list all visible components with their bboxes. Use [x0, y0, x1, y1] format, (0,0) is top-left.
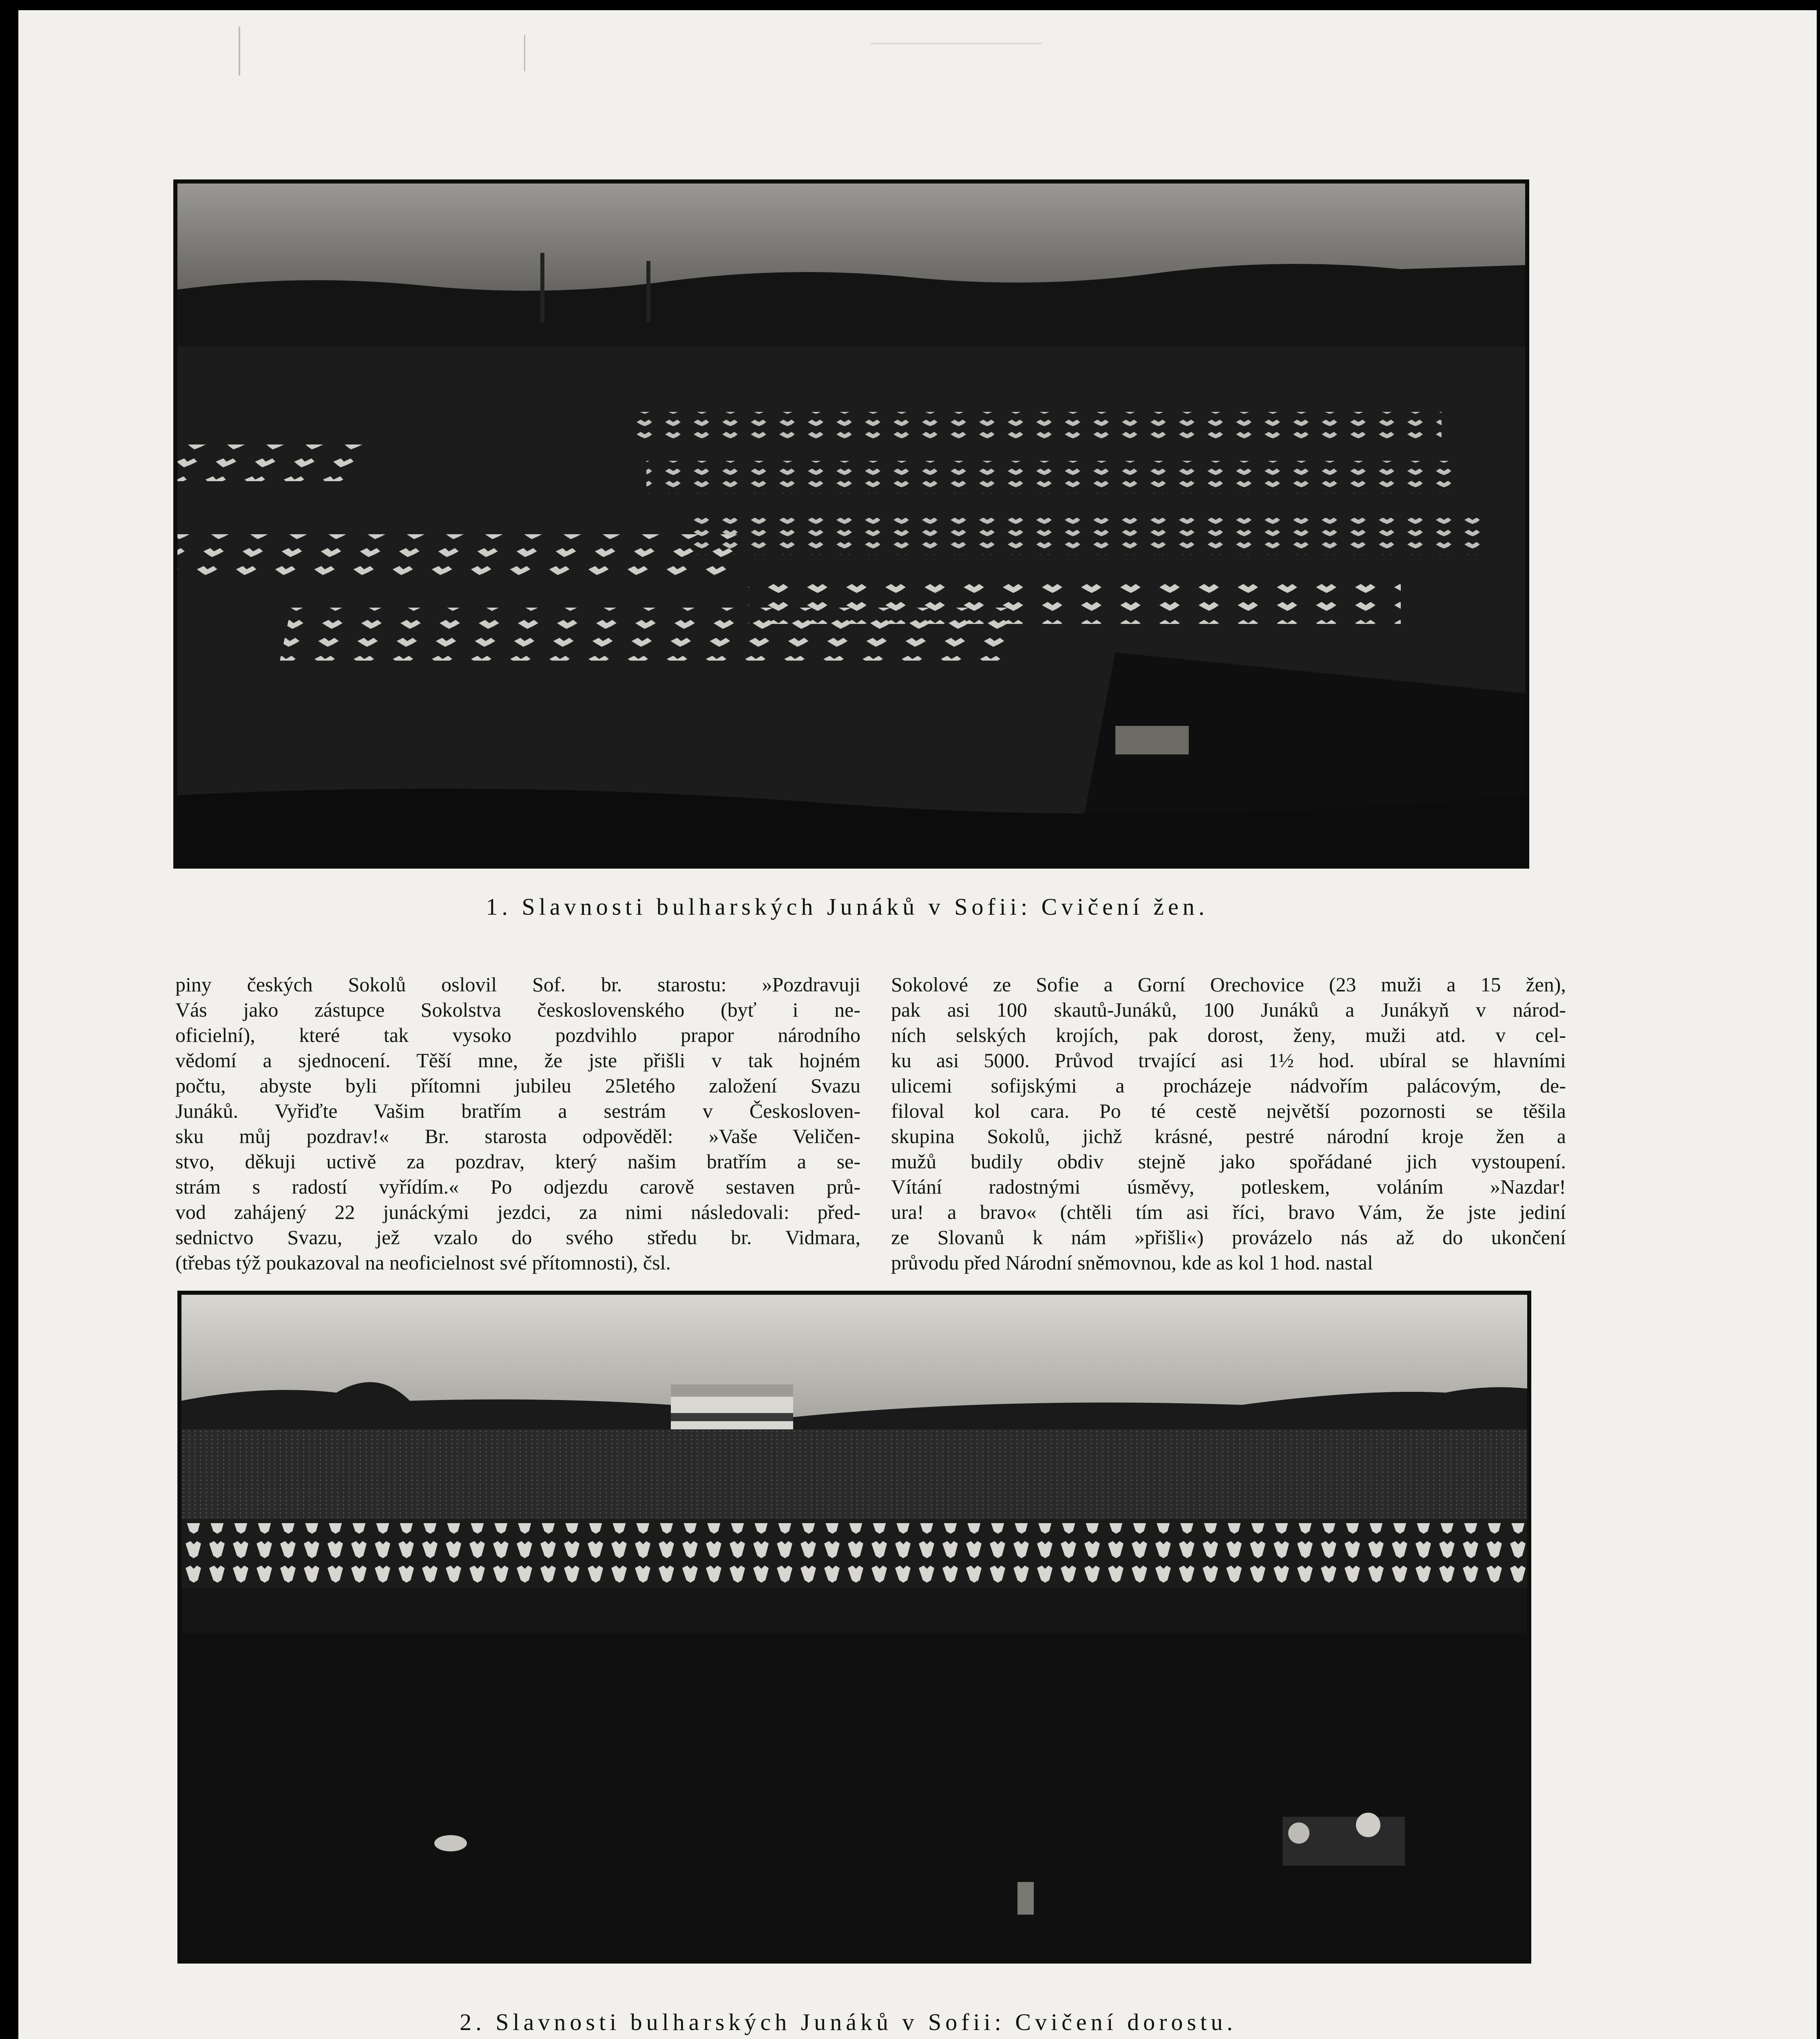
text-line: vod zahájený 22 junáckými jezdci, za nimi následovali: před-	[175, 1201, 860, 1223]
text-line: průvodu před Národní sněmovnou, kde as kol 1 hod. nastal	[891, 1251, 1373, 1274]
text-line: mužů budily obdiv stejně jako spořádané jich vystoupení.	[891, 1150, 1566, 1173]
text-line: filoval kol cara. Po té cestě největší pozornosti se těšila	[891, 1099, 1566, 1122]
text-line: sednictvo Svazu, jež vzalo do svého středu br. Vidmara,	[175, 1226, 860, 1249]
text-line: Vás jako zástupce Sokolstva československého (byť i ne-	[175, 998, 860, 1021]
photo-youth-exercise	[177, 1291, 1531, 1964]
text-line: počtu, abyste byli přítomni jubileu 25letého založení Svazu	[175, 1074, 860, 1097]
text-line: oficielní), které tak vysoko pozdvihlo prapor národního	[175, 1024, 860, 1046]
text-line: strám s radostí vyřídím.« Po odjezdu carově sestaven prů-	[175, 1175, 860, 1198]
text-line: ulicemi sofijskými a procházeje nádvořím palácovým, de-	[891, 1074, 1566, 1097]
text-line: stvo, děkuji uctivě za pozdrav, který našim bratřím a se-	[175, 1150, 860, 1173]
text-line: vědomí a sjednocení. Těší mne, že jste přišli v tak hojném	[175, 1049, 860, 1072]
text-line: Vítání radostnými úsměvy, potleskem, voláním »Nazdar!	[891, 1175, 1566, 1198]
scan-speck	[239, 27, 240, 75]
text-line: ura! a bravo« (chtěli tím asi říci, bravo Vám, že jste jediní	[891, 1201, 1566, 1223]
photo-caption: 1. Slavnosti bulharských Junáků v Sofii: Cvičení žen.	[486, 893, 1209, 920]
text-line: Sokolové ze Sofie a Gorní Orechovice (23 muži a 15 žen),	[891, 973, 1566, 996]
text-line: ze Slovanů k nám »přišli«) provázelo nás až do ukončení	[891, 1226, 1566, 1249]
photo-women-exercise	[173, 179, 1529, 869]
text-line: skupina Sokolů, jichž krásné, pestré národní kroje žen a	[891, 1125, 1566, 1148]
text-line: pak asi 100 skautů-Junáků, 100 Junáků a Junákyň v národ-	[891, 998, 1566, 1021]
scan-speck	[524, 35, 525, 71]
text-line: ních selských krojích, pak dorost, ženy, muži atd. v cel-	[891, 1024, 1566, 1046]
photo-women-exercise-image	[177, 184, 1525, 865]
photo-caption: 2. Slavnosti bulharských Junáků v Sofii: Cvičení dorostu.	[460, 2009, 1237, 2035]
page	[18, 10, 1817, 2039]
text-line: Junáků. Vyřiďte Vašim bratřím a sestrám v Českosloven-	[175, 1099, 860, 1122]
text-line: (třebas týž poukazoval na neoficielnost své přítomnosti), čsl.	[175, 1251, 671, 1274]
photo-youth-exercise-image	[181, 1295, 1527, 1959]
article-right-column	[891, 972, 1566, 1275]
text-line: ku asi 5000. Průvod trvající asi 1½ hod. ubíral se hlavními	[891, 1049, 1566, 1072]
text-line: piny českých Sokolů oslovil Sof. br. starostu: »Pozdravuji	[175, 973, 860, 996]
scan-speck	[871, 43, 1042, 44]
article-left-column	[175, 972, 860, 1275]
text-line: sku můj pozdrav!« Br. starosta odpověděl: »Vaše Veličen-	[175, 1125, 860, 1148]
